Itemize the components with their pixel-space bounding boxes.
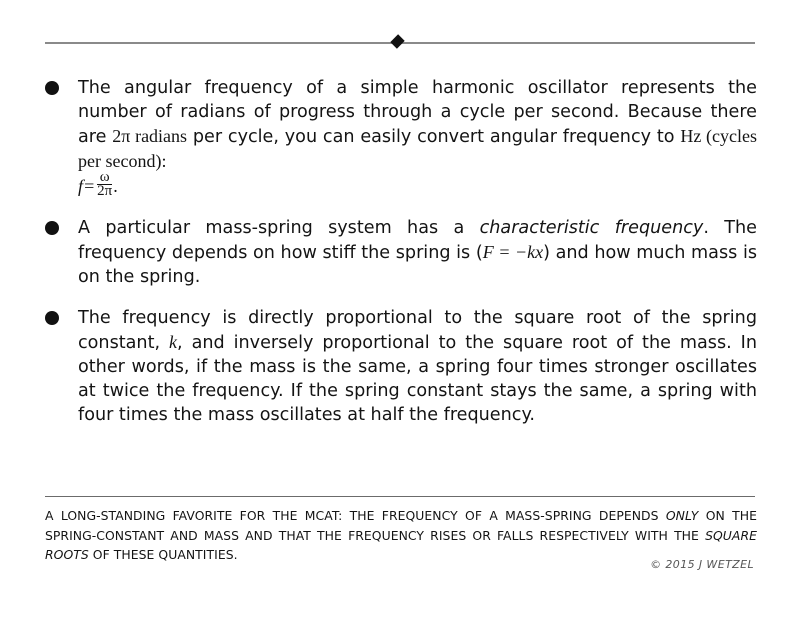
footnote-text: OF THESE QUANTITIES. xyxy=(88,547,238,562)
math-hz: Hz (cycles per second): xyxy=(78,126,757,171)
footnote-text: ON THE SPRING-CONSTANT AND MASS AND THAT THE FREQUENCY RISES OR FALLS RESPECTIVELY WITH THE xyxy=(45,508,757,543)
formula-fraction xyxy=(97,168,113,199)
footnote-emphasis-only: ONLY xyxy=(665,508,699,523)
bullet-dot-icon xyxy=(45,81,59,95)
math-k: k xyxy=(169,332,178,352)
diamond-icon xyxy=(390,34,404,48)
footnote-emphasis-square-roots: SQUARE ROOTS xyxy=(45,527,757,562)
bullet-text: , and inversely proportional to the square root of the mass. In other words, if the mass is the same, a spring four times stronger oscillates at twice the frequency. If the spring constant stays the same, a spring with four times the mass oscillates at half the frequency. xyxy=(78,333,757,425)
formula-lhs: f= xyxy=(78,176,96,196)
formula-numerator: ω xyxy=(97,171,112,185)
emphasis-characteristic-frequency: characteristic frequency xyxy=(479,218,704,238)
bullet-text: The frequency is directly proportional to the square root of the spring constant, xyxy=(78,308,757,353)
bullet-item-characteristic-frequency xyxy=(45,216,757,289)
formula-denominator: 2π xyxy=(97,182,113,199)
bullet-list xyxy=(45,76,757,444)
bullet-item-angular-frequency xyxy=(45,76,757,199)
bullet-text: ) and how much mass is on the spring. xyxy=(78,243,757,287)
bullet-text: . The frequency depends on how stiff the spring is ( xyxy=(78,218,757,263)
bullet-text: The angular frequency of a simple harmonic oscillator represents the number of radians of progress through a cycle per second. Because there are xyxy=(78,78,757,147)
copyright-notice: © 2015 J WETZEL xyxy=(650,558,754,571)
bullet-dot-icon xyxy=(45,221,59,235)
bullet-text: A particular mass-spring system has a xyxy=(78,218,480,238)
math-two-pi: 2π xyxy=(112,126,131,146)
math-hookes-law: F = −kx xyxy=(482,242,544,262)
footnote-text: A LONG-STANDING FAVORITE FOR THE MCAT: THE FREQUENCY OF A MASS-SPRING DEPENDS xyxy=(45,508,666,523)
footnote xyxy=(45,506,757,565)
formula-end: . xyxy=(113,176,118,196)
bottom-divider-line xyxy=(45,496,755,497)
bullet-text: per cycle, you can easily convert angular frequency to xyxy=(187,127,681,147)
bullet-text: radians xyxy=(130,126,188,146)
bullet-dot-icon xyxy=(45,311,59,325)
bullet-item-proportionality xyxy=(45,306,757,427)
